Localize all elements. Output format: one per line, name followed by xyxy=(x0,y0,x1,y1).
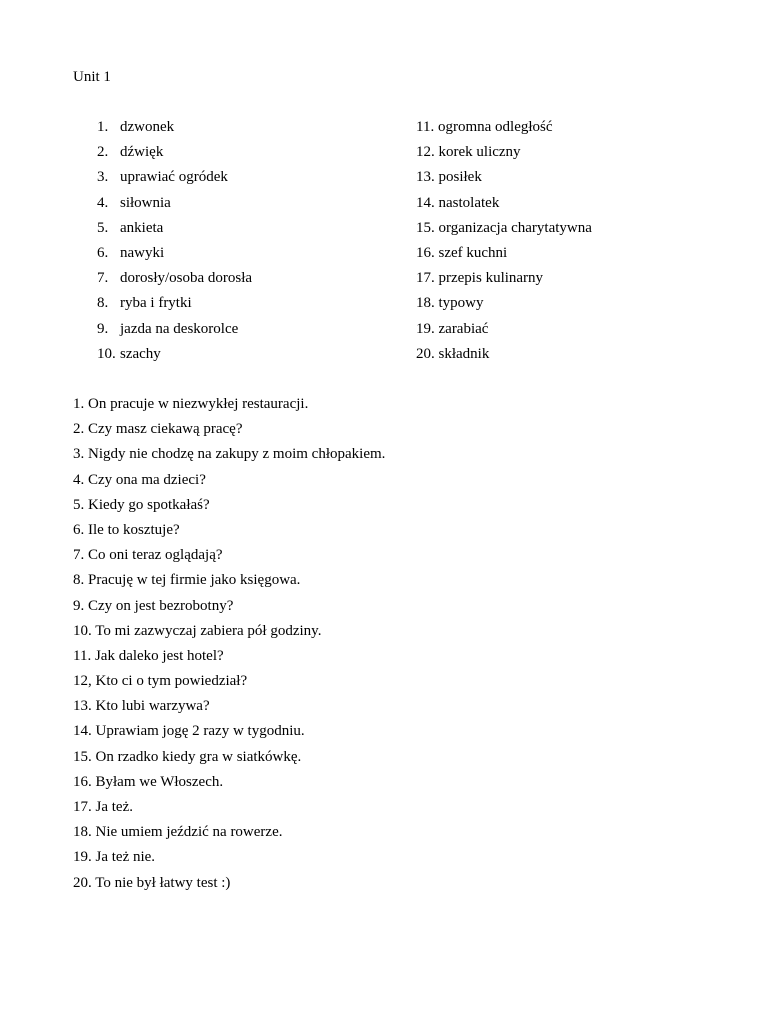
sentence-item: 5. Kiedy go spotkałaś? xyxy=(73,496,210,513)
vocab-number: 8. xyxy=(97,295,109,312)
sentence-item: 4. Czy ona ma dzieci? xyxy=(73,471,206,488)
vocab-word: organizacja charytatywna xyxy=(438,219,592,236)
vocab-number: 11. xyxy=(416,119,435,135)
vocab-word: posiłek xyxy=(438,169,482,186)
vocab-item xyxy=(97,118,252,143)
vocab-number: 20. xyxy=(416,345,435,362)
vocab-list-left xyxy=(97,118,252,370)
vocab-word: szef kuchni xyxy=(438,244,508,261)
vocab-number: 5. xyxy=(97,219,109,236)
vocab-number: 18. xyxy=(416,295,435,312)
vocab-word: składnik xyxy=(438,345,490,362)
vocab-item xyxy=(416,320,592,345)
vocab-item xyxy=(97,168,252,193)
sentence-item: 11. Jak daleko jest hotel? xyxy=(73,647,224,664)
vocab-item xyxy=(416,118,592,143)
sentence-item: 17. Ja też. xyxy=(73,799,133,815)
vocab-word: dorosły/osoba dorosła xyxy=(120,270,253,287)
vocab-word: ogromna odległość xyxy=(437,119,553,135)
vocab-number: 1. xyxy=(97,119,109,135)
sentence-item: 13. Kto lubi warzywa? xyxy=(73,698,210,715)
sentence-item: 2. Czy masz ciekawą pracę? xyxy=(73,421,243,438)
vocab-number: 7. xyxy=(97,270,109,287)
vocab-word: siłownia xyxy=(120,194,171,211)
vocab-word: dzwonek xyxy=(120,119,175,135)
sentence-item: 20. To nie był łatwy test :) xyxy=(73,874,231,891)
vocab-word: nastolatek xyxy=(438,194,500,211)
vocab-number: 19. xyxy=(416,320,435,337)
vocab-number: 14. xyxy=(416,194,435,211)
sentence-item: 6. Ile to kosztuje? xyxy=(73,521,180,538)
vocab-item xyxy=(416,194,592,219)
sentence-item: 12, Kto ci o tym powiedział? xyxy=(73,673,248,690)
vocab-number: 17. xyxy=(416,270,435,287)
vocab-item xyxy=(97,143,252,168)
sentence-item: 8. Pracuję w tej firmie jako księgowa. xyxy=(73,572,301,589)
vocab-item xyxy=(97,345,252,370)
vocab-item xyxy=(416,219,592,244)
sentence-item: 3. Nigdy nie chodzę na zakupy z moim chłopakiem. xyxy=(73,446,386,463)
vocab-item xyxy=(416,168,592,193)
vocab-number: 9. xyxy=(97,320,109,337)
vocab-word: przepis kulinarny xyxy=(438,270,544,287)
sentence-item: 14. Uprawiam jogę 2 razy w tygodniu. xyxy=(73,723,305,740)
vocab-word: korek uliczny xyxy=(438,144,521,161)
vocab-number: 6. xyxy=(97,244,109,261)
vocab-word: zarabiać xyxy=(438,320,489,337)
sentence-item: 15. On rzadko kiedy gra w siatkówkę. xyxy=(73,748,302,765)
vocab-word: ankieta xyxy=(120,219,164,236)
vocab-item xyxy=(97,219,252,244)
vocab-word: ryba i frytki xyxy=(120,295,192,312)
vocab-word: uprawiać ogródek xyxy=(120,169,228,186)
vocab-list-right xyxy=(416,118,592,370)
vocab-word: nawyki xyxy=(120,244,165,261)
sentence-item: 19. Ja też nie. xyxy=(73,849,156,866)
vocab-number: 16. xyxy=(416,244,435,261)
vocab-item xyxy=(416,345,592,370)
sentence-item: 18. Nie umiem jeździć na rowerze. xyxy=(73,824,283,841)
vocab-number: 2. xyxy=(97,144,109,161)
vocab-item xyxy=(97,320,252,345)
vocab-item xyxy=(97,294,252,319)
vocab-word: typowy xyxy=(438,295,484,312)
vocab-number: 15. xyxy=(416,219,435,236)
vocab-number: 3. xyxy=(97,169,109,186)
vocab-number: 13. xyxy=(416,169,435,186)
vocab-item xyxy=(416,143,592,168)
sentence-item: 16. Byłam we Włoszech. xyxy=(73,773,224,790)
vocab-item xyxy=(416,244,592,269)
document-title: Unit 1 xyxy=(73,69,111,85)
sentence-item: 7. Co oni teraz oglądają? xyxy=(73,547,223,564)
vocab-item xyxy=(97,194,252,219)
sentence-list xyxy=(73,395,385,899)
sentence-item: 10. To mi zazwyczaj zabiera pół godziny. xyxy=(73,622,322,639)
vocab-word: szachy xyxy=(120,345,161,362)
vocab-word: jazda na deskorolce xyxy=(120,320,239,337)
vocab-item xyxy=(97,244,252,269)
vocab-number: 12. xyxy=(416,144,435,161)
vocab-item xyxy=(416,269,592,294)
vocab-word: dźwięk xyxy=(120,144,164,161)
vocab-item xyxy=(97,269,252,294)
sentence-item: 1. On pracuje w niezwykłej restauracji. xyxy=(73,396,309,412)
vocab-item xyxy=(416,294,592,319)
vocab-number: 10. xyxy=(97,345,116,362)
vocab-number: 4. xyxy=(97,194,109,211)
sentence-item: 9. Czy on jest bezrobotny? xyxy=(73,597,234,614)
